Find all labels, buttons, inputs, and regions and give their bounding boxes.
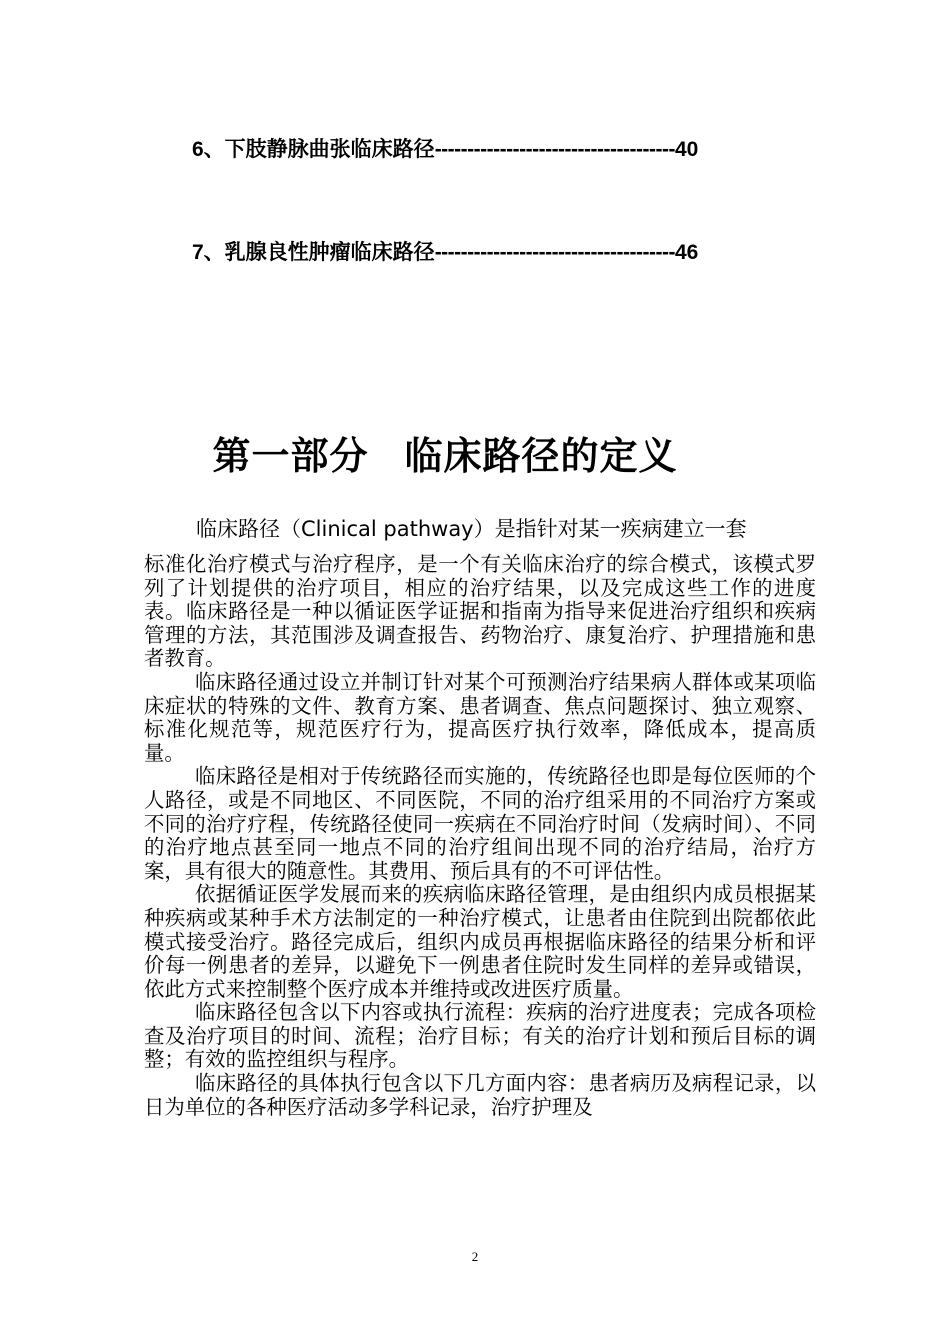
toc-entry-label: 7、乳腺良性肿瘤临床路径 [192, 241, 435, 264]
toc-entry-7[interactable] [192, 240, 804, 266]
paragraph: 临床路径的具体执行包含以下几方面内容：患者病历及病程记录，以日为单位的各种医疗活动多学科记录，治疗护理及 [144, 1071, 816, 1119]
paragraph-intro-continuation: 标准化治疗模式与治疗程序，是一个有关临床治疗的综合模式，该模式罗列了计划提供的治疗项目，相应的治疗结果，以及完成这些工作的进度表。临床路径是一种以循证医学证据和指南为指导来促进治疗组织和疾病管理的方法，其范围涉及调查报告、药物治疗、康复治疗、护理措施和患者教育。 [144, 552, 816, 671]
section-part-label: 第一部分 [212, 434, 369, 478]
paragraph: 临床路径是相对于传统路径而实施的，传统路径也即是每位医师的个人路径，或是不同地区、不同医院，不同的治疗组采用的不同治疗方案或不同的治疗疗程，传统路径使同一疾病在不同治疗时间（发病时间）、不同的治疗地点甚至同一地点不同的治疗组间出现不同的治疗结局，治疗方案，具有很大的随意性。其费用、预后具有的不可评估性。 [144, 764, 816, 883]
toc-entry-6[interactable] [192, 137, 804, 163]
toc-page-number: 40 [674, 138, 699, 161]
toc-entry-label: 6、下肢静脉曲张临床路径 [192, 138, 435, 161]
paragraph: 依据循证医学发展而来的疾病临床路径管理，是由组织内成员根据某种疾病或某种手术方法制定的一种治疗模式，让患者由住院到出院都依此模式接受治疗。路径完成后，组织内成员再根据临床路径的结果分析和评价每一例患者的差异，以避免下一例患者住院时发生同样的差异或错误，依此方式来控制整个医疗成本并维持或改进医疗质量。 [144, 882, 816, 1001]
body-text [144, 553, 816, 1119]
toc-leader: ------------------------------------- [434, 241, 675, 264]
page-number: 2 [471, 1249, 479, 1264]
paragraph: 临床路径通过设立并制订针对某个可预测治疗结果病人群体或某项临床症状的特殊的文件、教育方案、患者调查、焦点问题探讨、独立观察、标准化规范等，规范医疗行为，提高医疗执行效率，降低成本，提高质量。 [144, 669, 816, 765]
section-title: 临床路径的定义 [404, 434, 678, 478]
toc-page-number: 46 [674, 241, 699, 264]
toc-leader: ------------------------------------- [434, 138, 675, 161]
paragraph: 临床路径包含以下内容或执行流程：疾病的治疗进度表；完成各项检查及治疗项目的时间、流程；治疗目标；有关的治疗计划和预后目标的调整；有效的监控组织与程序。 [144, 1000, 816, 1072]
intro-first-line: 临床路径（Clinical pathway）是指针对某一疾病建立一套 [196, 517, 747, 541]
section-heading [0, 428, 920, 484]
